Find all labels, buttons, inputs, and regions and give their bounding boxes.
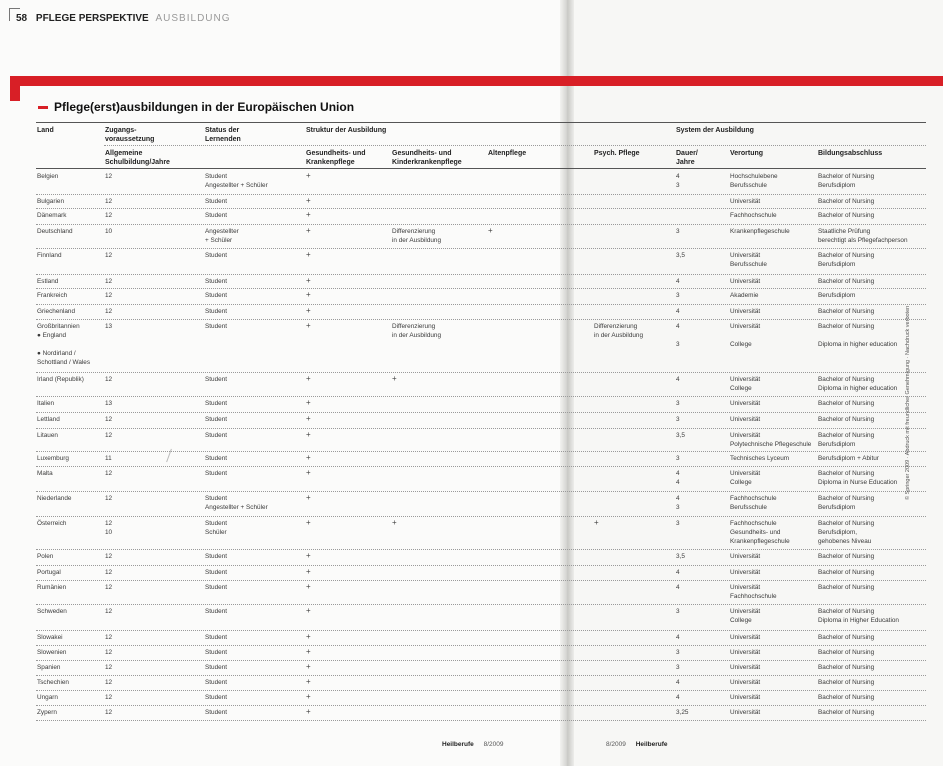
cell-jahre: 10 [105,228,113,235]
row-divider [36,720,926,721]
cell-status: Student [205,376,228,383]
cell-gk: + [306,493,311,502]
cell-abschluss: Bachelor of Nursing [818,198,875,205]
footer-right-magazine: Heilberufe [635,741,668,748]
cell-dauer: 3,5 [676,252,685,259]
cell-verortung: Universität [730,278,761,285]
cell-gk: + [306,707,311,716]
cell-status: Student [205,694,228,701]
cell-verortung: Universität [730,679,761,686]
row-divider [36,304,926,305]
cell-abschluss: Staatliche Prüfung berechtigt als Pflegefachperson [818,228,908,244]
cell-dauer: 3 [676,416,680,423]
cell-jahre: 12 [105,292,113,299]
cell-gk: + [306,453,311,462]
cell-gk: + [306,210,311,219]
cell-dauer: 3 [676,455,680,462]
cell-jahre: 12 [105,584,113,591]
cell-gk: + [306,398,311,407]
page-number: 58 [16,13,28,24]
cell-status: Student [205,634,228,641]
cell-jahre: 12 [105,376,113,383]
cell-psych: Differenzierung in der Ausbildung [594,323,644,339]
cell-gk: + [306,647,311,656]
row-divider [36,549,926,550]
cell-verortung: Universität [730,664,761,671]
cell-verortung: Fachhochschule [730,212,777,219]
cell-abschluss: Bachelor of Nursing [818,584,875,591]
cell-verortung: Universität [730,649,761,656]
cell-jahre: 12 [105,252,113,259]
cell-jahre: 12 [105,569,113,576]
col-schulbildung-header: Allgemeine Schulbildung/Jahre [105,150,170,166]
cell-abschluss: Bachelor of Nursing Berufsdiplom [818,432,875,448]
header-bottom-rule [36,168,926,169]
cell-jahre: 11 [105,455,112,462]
cell-status: Student [205,455,228,462]
cell-jahre: 12 [105,664,113,671]
cell-abschluss: Bachelor of Nursing [818,664,875,671]
col-verortung-header: Verortung [730,150,764,157]
row-divider [36,580,926,581]
cell-abschluss: Bachelor of Nursing Berufsdiplom [818,173,875,189]
cell-alten: + [488,226,493,235]
cell-abschluss: Bachelor of Nursing Diploma in Higher Education [818,608,899,624]
col-gk-header: Gesundheits- und Krankenpflege [306,150,366,166]
cell-abschluss: Bachelor of Nursing Berufsdiplom [818,495,875,511]
row-divider [36,491,926,492]
cell-verortung: Universität College [730,470,761,486]
row-divider [36,288,926,289]
cell-status: Student [205,308,228,315]
cell-status: Student [205,584,228,591]
cell-land: Ungarn [37,694,58,701]
cell-abschluss: Bachelor of Nursing Diploma in higher education [818,376,898,392]
cell-status: Student [205,649,228,656]
table-title-text: Pflege(erst)ausbildungen in der Europäischen Union [54,100,355,114]
cell-land: Deutschland [37,228,73,235]
row-divider [36,396,926,397]
cell-dauer: 3 [676,664,680,671]
cell-dauer: 4 [676,584,680,591]
cell-land: Spanien [37,664,61,671]
row-divider [36,428,926,429]
cell-abschluss: Berufsdiplom + Abitur [818,455,879,462]
cell-jahre: 12 [105,212,113,219]
cell-land: Tschechien [37,679,69,686]
cell-abschluss: Bachelor of Nursing [818,308,875,315]
cell-land: Belgien [37,173,59,180]
cell-abschluss: Bachelor of Nursing Diploma in Nurse Education [818,470,898,486]
footer-left-issue: 8/2009 [483,741,504,748]
cell-land: Großbritannien ● England ● Nordirland / Schottland / Wales [37,323,91,366]
cell-verortung: Fachhochschule Gesundheits- und Krankenpflegeschule [730,520,790,545]
cell-gk: + [306,551,311,560]
row-divider [36,412,926,413]
cell-status: Student [205,416,228,423]
cell-abschluss: Bachelor of Nursing [818,649,875,656]
cell-gk: + [306,226,311,235]
cell-dauer: 3 [676,608,680,615]
cell-verortung: Krankenpflegeschule [730,228,790,235]
cell-land: Rumänien [37,584,67,591]
cell-land: Malta [37,470,53,477]
cell-abschluss: Bachelor of Nursing Berufsdiplom [818,252,875,268]
cell-jahre: 12 [105,416,113,423]
col-struktur-header: Struktur der Ausbildung [306,127,387,134]
cell-dauer: 4 [676,694,680,701]
cell-gkk: + [392,518,397,527]
cell-gk: + [306,582,311,591]
cell-dauer: 4 [676,278,680,285]
cell-gk: + [306,290,311,299]
cell-abschluss: Bachelor of Nursing [818,400,875,407]
magazine-name: PFLEGE PERSPEKTIVE [35,13,149,24]
cell-dauer: 4 [676,376,680,383]
cell-gk: + [306,662,311,671]
cell-gk: + [306,414,311,423]
cell-dauer: 4 [676,679,680,686]
cell-abschluss: Bachelor of Nursing Berufsdiplom, gehobenes Niveau [818,520,875,545]
cell-jahre: 12 [105,470,113,477]
cell-dauer: 3,5 [676,432,685,439]
cell-status: Student Schüler [205,520,228,536]
footer-left [442,741,504,748]
header-sub-rule [104,145,926,146]
cell-status: Student [205,608,228,615]
cell-status: Student [205,470,228,477]
cell-gk: + [306,250,311,259]
red-corner-tick [10,76,20,101]
cell-status: Student [205,709,228,716]
cell-status: Student [205,292,228,299]
cell-jahre: 12 [105,694,113,701]
cell-abschluss: Bachelor of Nursing [818,569,875,576]
cell-status: Angestellter + Schüler [205,228,239,244]
cell-verortung: Universität [730,308,761,315]
row-divider [36,274,926,275]
cell-status: Student [205,278,228,285]
footer-right-issue: 8/2009 [606,741,626,748]
col-dauer-header: Dauer/ Jahre [676,150,698,166]
cell-land: Slowenien [37,649,67,656]
copyright-notice: © Springer 2009 · Abdruck mit freundlicher Genehmigung · Nachdruck verboten [905,305,911,500]
row-divider [36,372,926,373]
header-top-rule [36,122,926,123]
cell-dauer: 3,25 [676,709,689,716]
cell-land: Bulgarien [37,198,65,205]
cell-gk: + [306,677,311,686]
cell-abschluss: Bachelor of Nursing [818,278,875,285]
cell-gk: + [306,321,311,330]
cell-status: Student Angestellter + Schüler [205,495,268,511]
cell-abschluss: Bachelor of Nursing [818,679,875,686]
cell-verortung: Universität College [730,323,761,348]
col-alten-header: Altenpflege [488,150,527,157]
cell-verortung: Fachhochschule Berufsschule [730,495,777,511]
cell-status: Student [205,212,228,219]
cell-abschluss: Bachelor of Nursing [818,212,875,219]
row-divider [36,645,926,646]
row-divider [36,516,926,517]
cell-status: Student [205,198,228,205]
cell-status: Student [205,432,228,439]
cell-gk: + [306,692,311,701]
cell-status: Student [205,664,228,671]
cell-gk: + [306,468,311,477]
cell-gk: + [306,430,311,439]
cell-abschluss: Bachelor of Nursing [818,553,875,560]
footer-left-magazine: Heilberufe [442,741,474,748]
cell-gk: + [306,632,311,641]
footer-right [606,741,668,748]
cell-verortung: Universität College [730,608,761,624]
cell-land: Litauen [37,432,58,439]
title-dash [38,106,48,109]
cell-jahre: 12 [105,608,113,615]
cell-psych: + [594,518,599,527]
row-divider [36,565,926,566]
cell-verortung: Universität Berufsschule [730,252,767,268]
cell-gkk: + [392,374,397,383]
cell-jahre: 12 [105,432,113,439]
cell-verortung: Universität [730,416,761,423]
cell-dauer: 3 [676,649,680,656]
row-divider [36,690,926,691]
cell-dauer: 3,5 [676,553,685,560]
col-land-header: Land [37,127,54,134]
cell-gk: + [306,306,311,315]
row-divider [36,208,926,209]
col-zugang-header: Zugangs-voraussetzung [105,127,155,143]
cell-status: Student [205,679,228,686]
cell-land: Schweden [37,608,67,615]
cell-abschluss: Bachelor of Nursing [818,416,875,423]
row-divider [36,604,926,605]
cell-abschluss: Bachelor of Nursing [818,634,875,641]
cell-land: Zypern [37,709,57,716]
cell-status: Student [205,569,228,576]
cell-gk: + [306,606,311,615]
col-status-header: Status der Lernenden [205,127,241,143]
col-psych-header: Psych. Pflege [594,150,640,157]
cell-dauer: 4 [676,308,680,315]
cell-status: Student [205,252,228,259]
row-divider [36,630,926,631]
cell-jahre: 12 [105,679,113,686]
cell-jahre: 12 [105,553,113,560]
cell-jahre: 12 [105,709,113,716]
cell-verortung: Universität College [730,376,761,392]
cell-verortung: Universität [730,553,761,560]
cell-land: Griechenland [37,308,76,315]
cell-dauer: 3 [676,228,680,235]
cell-verortung: Universität [730,709,761,716]
cell-verortung: Universität [730,198,761,205]
row-divider [36,224,926,225]
cell-gk: + [306,171,311,180]
cell-gk: + [306,518,311,527]
cell-gk: + [306,196,311,205]
cell-jahre: 12 [105,198,113,205]
cell-land: Frankreich [37,292,68,299]
cell-dauer: 3 [676,400,680,407]
cell-gk: + [306,567,311,576]
cell-jahre: 12 [105,278,113,285]
cell-land: Irland (Republik) [37,376,84,383]
cell-abschluss: Berufsdiplom [818,292,856,299]
cell-verortung: Universität [730,634,761,641]
cell-dauer: 3 [676,292,680,299]
cell-jahre: 12 [105,649,113,656]
running-header [16,13,231,24]
cell-jahre: 13 [105,323,113,330]
cell-verortung: Universität [730,694,761,701]
cell-verortung: Technisches Lyceum [730,455,790,462]
cell-land: Finnland [37,252,62,259]
cell-verortung: Universität Polytechnische Pflegeschule [730,432,812,448]
cell-verortung: Hochschulebene Berufsschule [730,173,778,189]
cell-status: Student [205,400,228,407]
cell-land: Niederlande [37,495,72,502]
col-system-header: System der Ausbildung [676,127,754,134]
row-divider [36,194,926,195]
cell-dauer: 4 3 [676,323,680,348]
col-abschluss-header: Bildungsabschluss [818,150,883,157]
cell-dauer: 4 3 [676,495,680,511]
cell-land: Dänemark [37,212,67,219]
cell-verortung: Universität [730,569,761,576]
cell-status: Student [205,323,228,330]
row-divider [36,248,926,249]
table-title [38,100,354,114]
cell-dauer: 4 [676,569,680,576]
cell-land: Polen [37,553,54,560]
cell-dauer: 4 4 [676,470,680,486]
row-divider [36,660,926,661]
row-divider [36,466,926,467]
cell-dauer: 4 3 [676,173,680,189]
col-gkk-header: Gesundheits- und Kinderkrankenpflege [392,150,462,166]
cell-verortung: Universität [730,400,761,407]
cell-status: Student [205,553,228,560]
cell-abschluss: Bachelor of Nursing Diploma in higher education [818,323,898,348]
cell-gkk: Differenzierung in der Ausbildung [392,228,442,244]
red-header-bar [10,76,943,86]
cell-abschluss: Bachelor of Nursing [818,694,875,701]
section-name: AUSBILDUNG [155,13,231,24]
cell-land: Estland [37,278,59,285]
cell-jahre: 13 [105,400,113,407]
cell-verortung: Akademie [730,292,759,299]
cell-gk: + [306,374,311,383]
cell-land: Portugal [37,569,61,576]
cell-abschluss: Bachelor of Nursing [818,709,875,716]
cell-land: Lettland [37,416,60,423]
book-gutter [560,0,574,766]
row-divider [36,705,926,706]
cell-status: Student Angestellter + Schüler [205,173,268,189]
cell-jahre: 12 [105,173,113,180]
cell-jahre: 12 [105,634,113,641]
cell-land: Italien [37,400,55,407]
cell-jahre: 12 [105,495,113,502]
row-divider [36,319,926,320]
cell-dauer: 3 [676,520,680,527]
cell-land: Luxemburg [37,455,69,462]
cell-land: Österreich [37,520,67,527]
cell-jahre: 12 [105,308,113,315]
cell-gkk: Differenzierung in der Ausbildung [392,323,442,339]
cell-verortung: Universität Fachhochschule [730,584,777,600]
row-divider [36,675,926,676]
cell-jahre: 12 10 [105,520,113,536]
cell-dauer: 4 [676,634,680,641]
cell-gk: + [306,276,311,285]
cell-land: Slowakei [37,634,63,641]
